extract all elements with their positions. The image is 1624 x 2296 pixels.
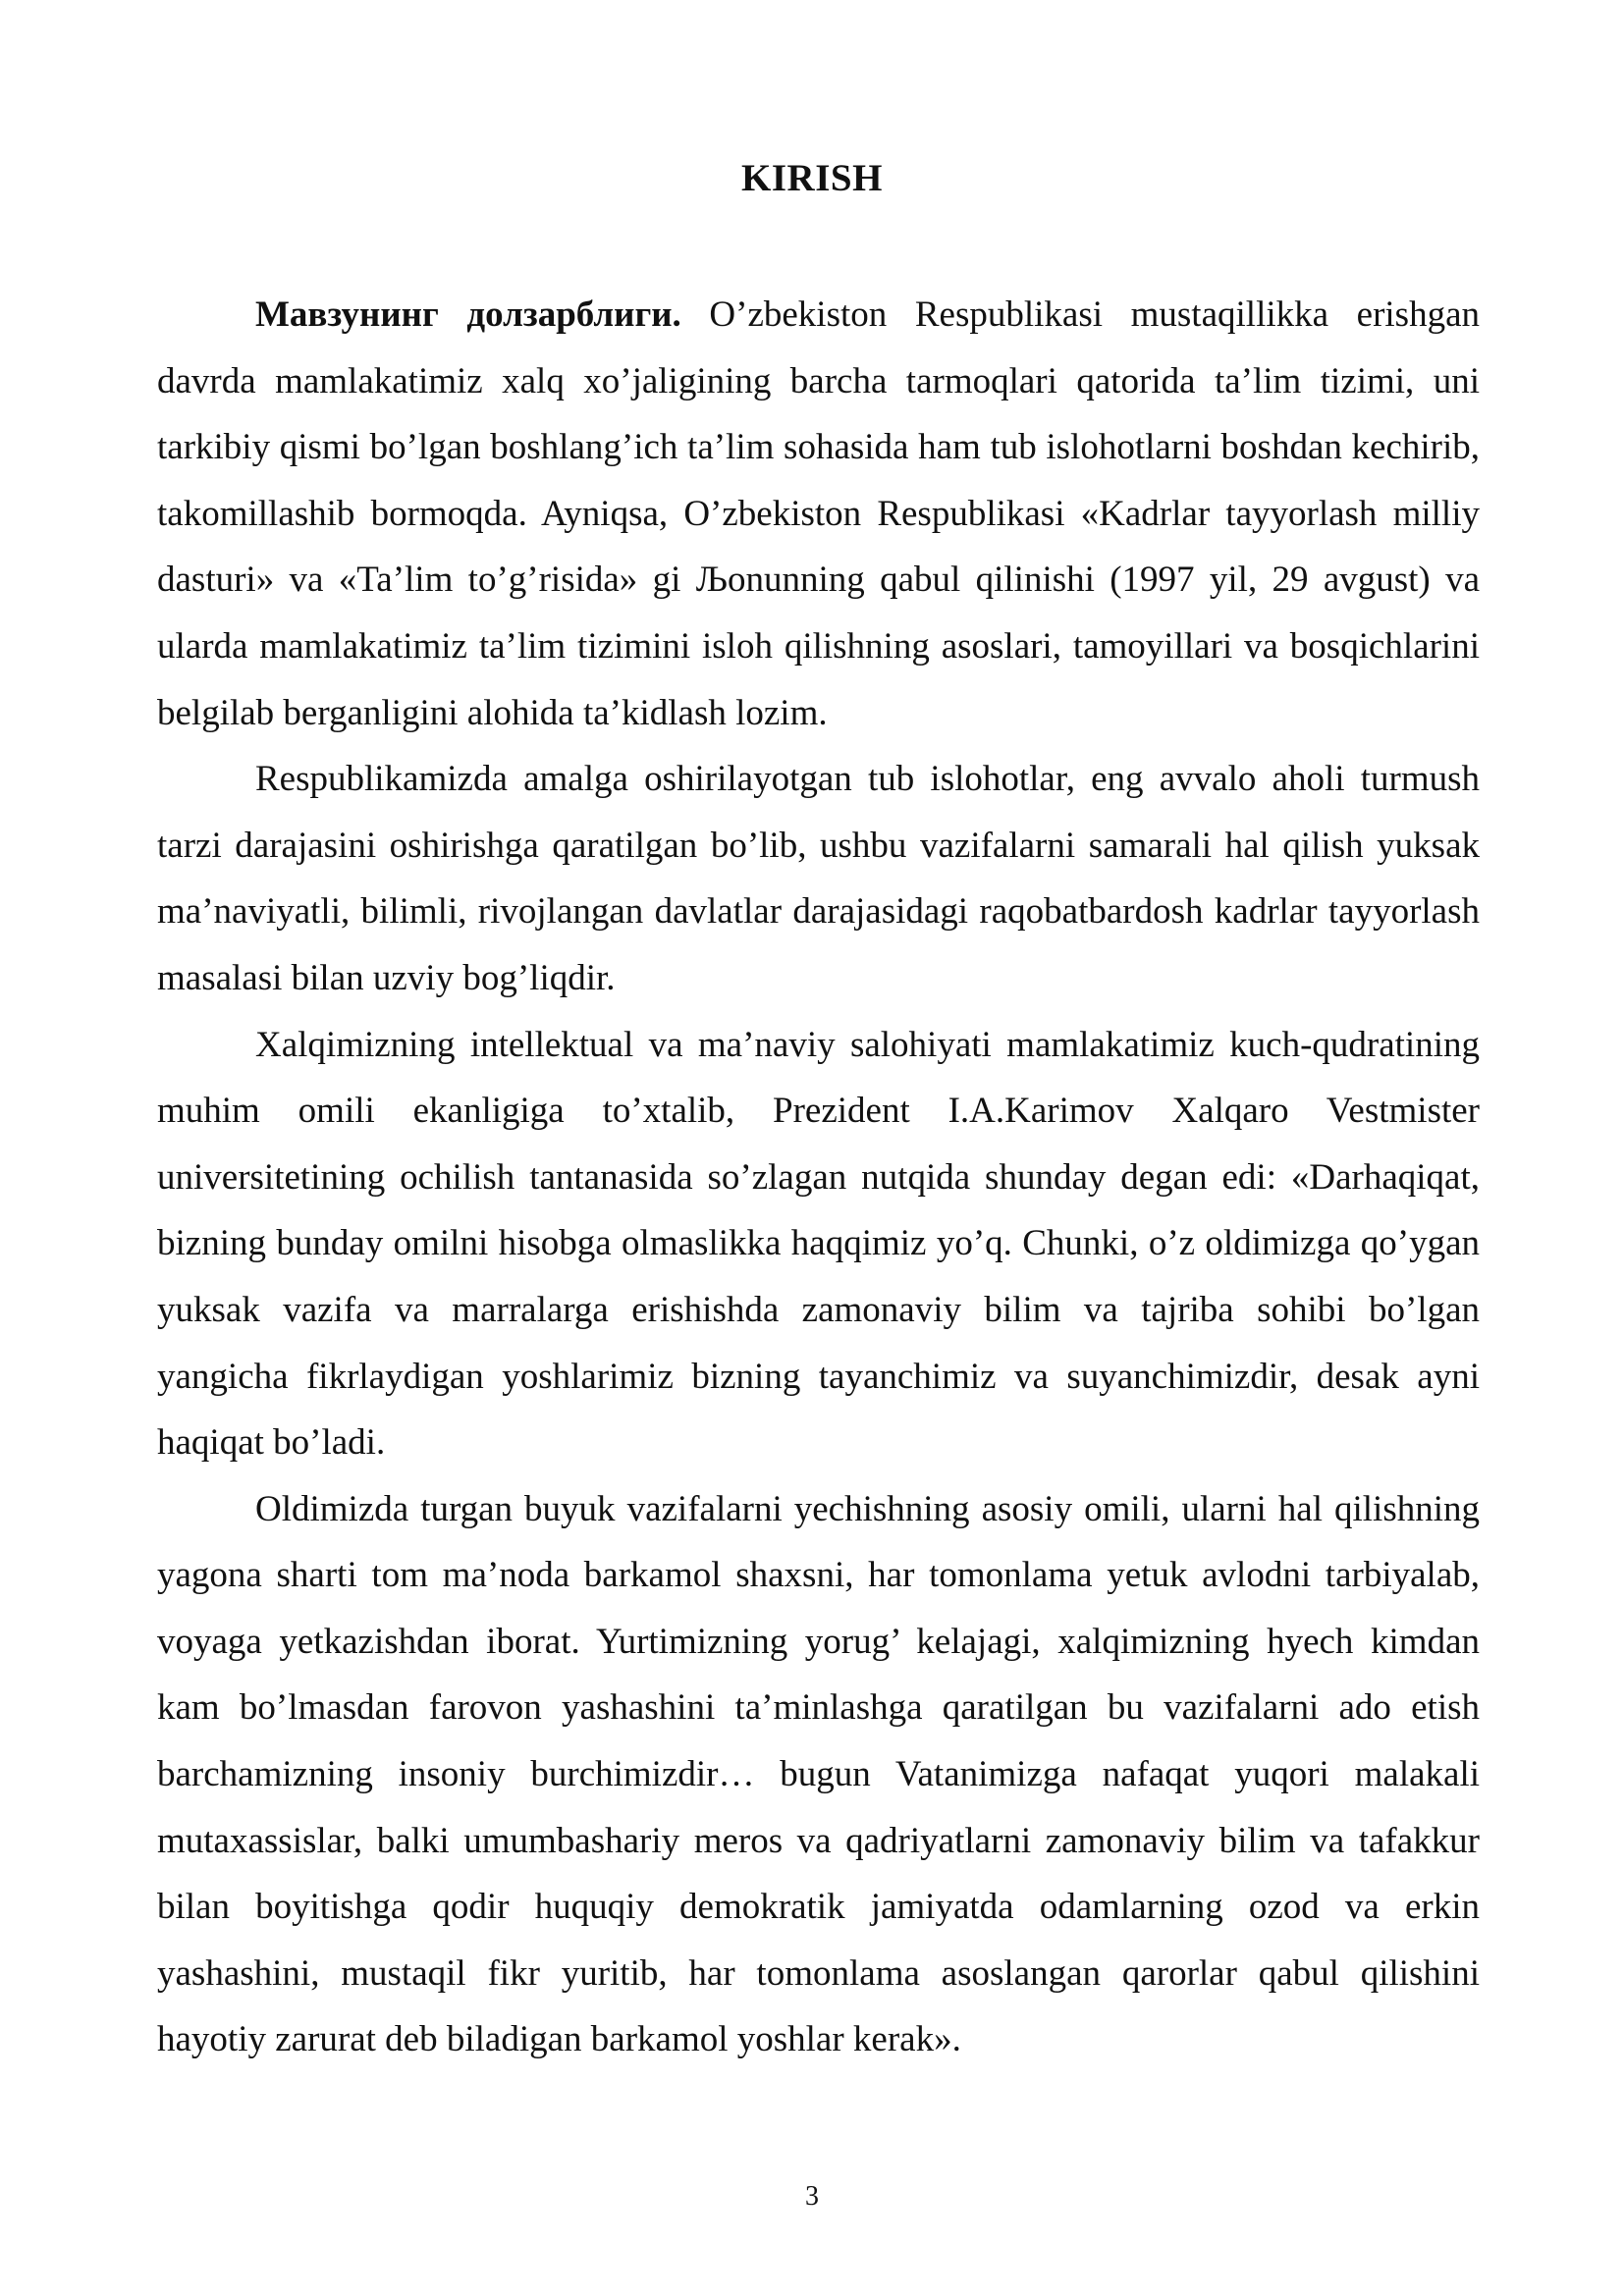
page-number: 3 <box>805 2181 819 2212</box>
paragraph-tasks <box>157 1476 1480 2073</box>
paragraph-relevance <box>157 282 1480 746</box>
paragraph-lead: Мавзунинг долзарблиги. <box>255 294 681 335</box>
paragraph-reforms <box>157 746 1480 1011</box>
page-title: KIRISH <box>741 157 883 199</box>
paragraph-text: Xalqimizning intellektual va ma’naviy salohiyati mamlakatimiz kuch-qudratining muhim omili ekanligiga to’xtalib, Prezident I.A.Karimov Xalqaro Vestmister universitetining ochilish tantanasida so’zlagan nutqida shunday degan edi: «Darhaqiqat, bizning bunday omilni hisobga olmaslikka haqqimiz yo’q. Chunki, o’z oldimizga qo’ygan yuksak vazifa va marralarga erishishda zamonaviy bilim va tajriba sohibi bo’lgan yangicha fikrlaydigan yoshlarimiz bizning tayanchimiz va suyanchimizdir, desak ayni haqiqat bo’ladi. <box>157 1024 1480 1464</box>
paragraph-text: O’zbekiston Respublikasi mustaqillikka erishgan davrda mamlakatimiz xalq xo’jaligining barcha tarmoqlari qatorida ta’lim tizimi, uni tarkibiy qismi bo’lgan boshlang’ich ta’lim sohasida ham tub islohotlarni boshdan kechirib, takomillashib bormoqda. Ayniqsa, O’zbekiston Respublikasi «Kadrlar tayyorlash milliy dasturi» va «Ta’lim to’g’risida» gi Љonunning qabul qilinishi (1997 yil, 29 avgust) va ularda mamlakatimiz ta’lim tizimini isloh qilishning asoslari, tamoyillari va bosqichlarini belgilab berganligini alohida ta’kidlash lozim. <box>157 294 1480 733</box>
body-text <box>157 282 1480 2073</box>
paragraph-text: Respublikamizda amalga oshirilayotgan tub islohotlar, eng avvalo aholi turmush tarzi darajasini oshirishga qaratilgan bo’lib, ushbu vazifalarni samarali hal qilish yuksak ma’naviyatli, bilimli, rivojlangan davlatlar darajasidagi raqobatbardosh kadrlar tayyorlash masalasi bilan uzviy bog’liqdir. <box>157 759 1480 998</box>
paragraph-text: Oldimizda turgan buyuk vazifalarni yechishning asosiy omili, ularni hal qilishning yagona sharti tom ma’noda barkamol shaxsni, har tomonlama yetuk avlodni tarbiyalab, voyaga yetkazishdan iborat. Yurtimizning yorug’ kelajagi, xalqimizning hyech kimdan kam bo’lmasdan farovon yashashini ta’minlashga qaratilgan bu vazifalarni ado etish barchamizning insoniy burchimizdir… bugun Vatanimizga nafaqat yuqori malakali mutaxassislar, balki umumbashariy meros va qadriyatlarni zamonaviy bilim va tafakkur bilan boyitishga qodir huquqiy demokratik jamiyatda odamlarning ozod va erkin yashashini, mustaqil fikr yuritib, har tomonlama asoslangan qarorlar qabul qilishini hayotiy zarurat deb biladigan barkamol yoshlar kerak». <box>157 1488 1480 2060</box>
paragraph-president-quote <box>157 1012 1480 1476</box>
